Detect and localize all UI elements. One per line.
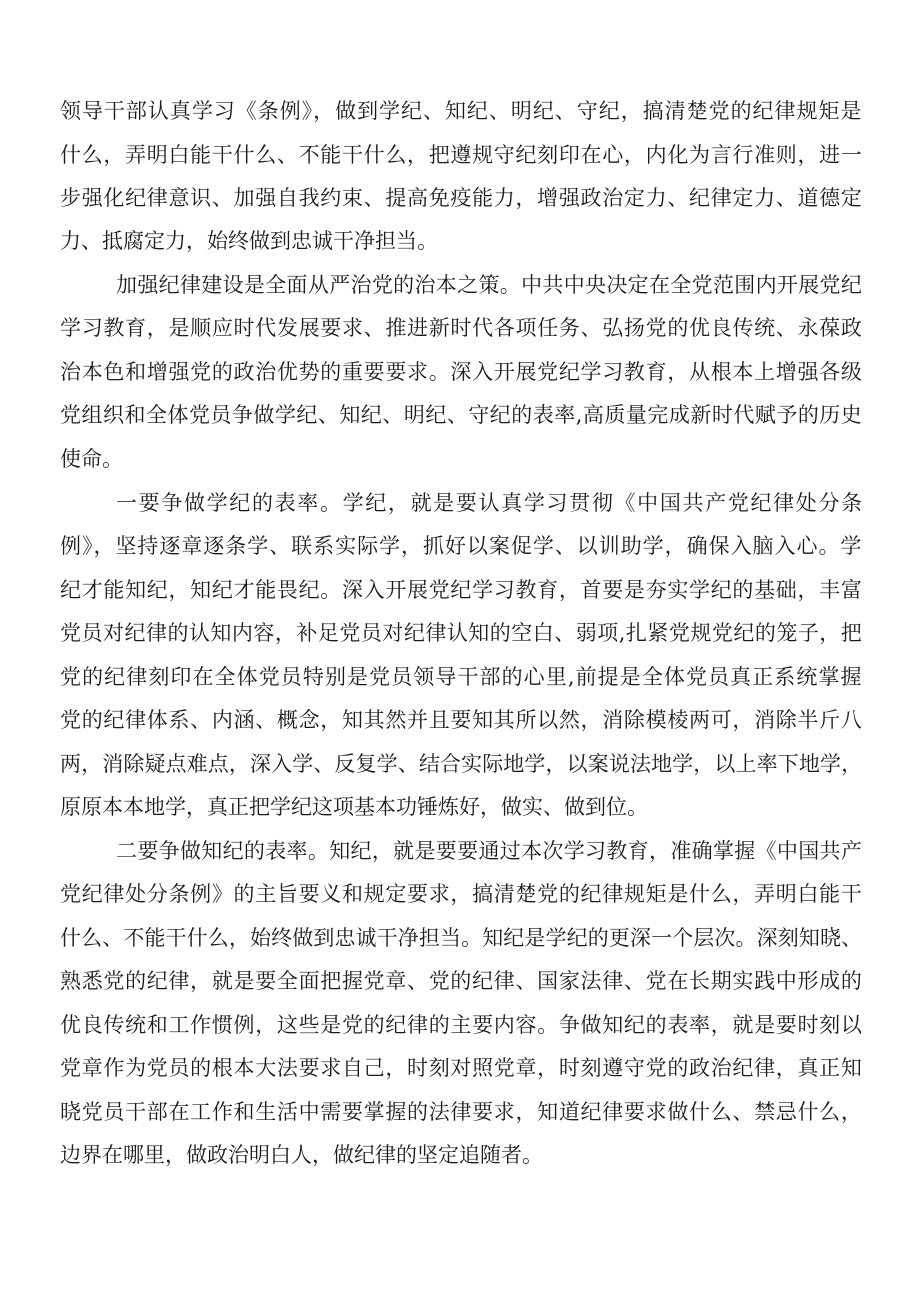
text-line: 两，消除疑点难点，深入学、反复学、结合实际地学，以案说法地学，以上率下地学， xyxy=(60,752,863,776)
text-line: 党章作为党员的根本大法要求自己，时刻对照党章，时刻遵守党的政治纪律，真正知 xyxy=(60,1056,863,1080)
text-line: 边界在哪里，做政治明白人，做纪律的坚定追随者。 xyxy=(60,1143,543,1167)
text-line: 优良传统和工作惯例，这些是党的纪律的主要内容。争做知纪的表率，就是要时刻以 xyxy=(60,1013,863,1037)
text-line: 原原本本地学，真正把学纪这项基本功锤炼好，做实、做到位。 xyxy=(60,795,648,819)
text-line: 党员对纪律的认知内容，补足党员对纪律认知的空白、弱项,扎紧党规党纪的笼子，把 xyxy=(60,621,863,645)
text-line: 加强纪律建设是全面从严治党的治本之策。中共中央决定在全党范围内开展党纪 xyxy=(116,273,863,297)
text-line: 熟悉党的纪律，就是要全面把握党章、党的纪律、国家法律、党在长期实践中形成的 xyxy=(60,969,863,993)
text-line: 步强化纪律意识、加强自我约束、提高免疫能力，增强政治定力、纪律定力、道德定 xyxy=(60,186,863,210)
text-line: 什么，弄明白能干什么、不能干什么，把遵规守纪刻印在心，内化为言行准则，进一 xyxy=(60,143,863,167)
text-line: 领导干部认真学习《条例》，做到学纪、知纪、明纪、守纪，搞清楚党的纪律规矩是 xyxy=(60,99,863,123)
text-line: 例》，坚持逐章逐条学、联系实际学，抓好以案促学、以训助学，确保入脑入心。学 xyxy=(60,534,863,558)
text-line: 党的纪律体系、内涵、概念，知其然并且要知其所以然，消除模棱两可，消除半斤八 xyxy=(60,708,863,732)
text-line: 学习教育，是顺应时代发展要求、推进新时代各项任务、弘扬党的优良传统、永葆政 xyxy=(60,316,863,340)
text-line: 力、抵腐定力，始终做到忠诚干净担当。 xyxy=(60,229,438,253)
text-line: 二要争做知纪的表率。知纪，就是要要通过本次学习教育，准确掌握《中国共产 xyxy=(116,839,863,863)
text-line: 纪才能知纪，知纪才能畏纪。深入开展党纪学习教育，首要是夯实学纪的基础，丰富 xyxy=(60,578,863,602)
text-line: 一要争做学纪的表率。学纪，就是要认真学习贯彻《中国共产党纪律处分条 xyxy=(116,491,864,515)
text-line: 晓党员干部在工作和生活中需要掌握的法律要求，知道纪律要求做什么、禁忌什么， xyxy=(60,1100,863,1124)
text-line: 治本色和增强党的政治优势的重要要求。深入开展党纪学习教育，从根本上增强各级 xyxy=(60,360,863,384)
text-line: 什么、不能干什么，始终做到忠诚干净担当。知纪是学纪的更深一个层次。深刻知晓、 xyxy=(60,926,863,950)
text-line: 使命。 xyxy=(60,447,123,471)
text-line: 党纪律处分条例》的主旨要义和规定要求，搞清楚党的纪律规矩是什么，弄明白能干 xyxy=(60,882,863,906)
text-line: 党的纪律刻印在全体党员特别是党员领导干部的心里,前提是全体党员真正系统掌握 xyxy=(60,665,863,689)
text-line: 党组织和全体党员争做学纪、知纪、明纪、守纪的表率,高质量完成新时代赋予的历史 xyxy=(60,403,863,427)
